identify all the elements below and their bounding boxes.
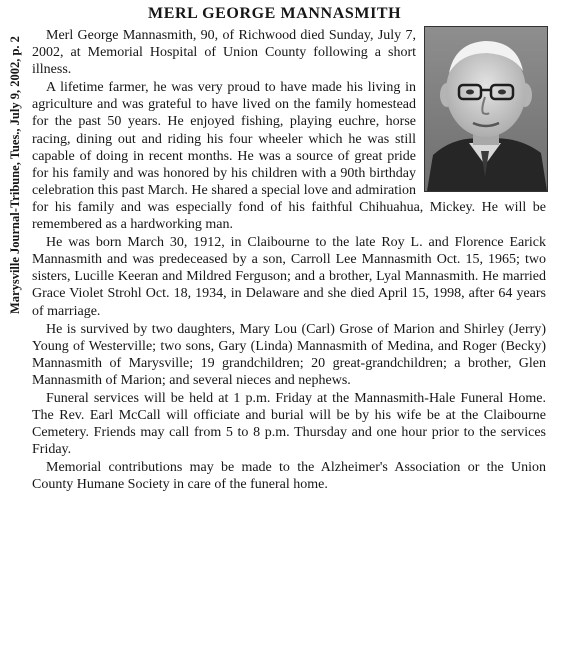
obituary-title: MERL GEORGE MANNASMITH	[148, 5, 402, 22]
obituary-paragraph: He is survived by two daughters, Mary Lou (Carl) Grose of Marion and Shirley (Jerry) Young of Westerville; two sons, Gary (Linda) Mannasmith of Medina, and Roger (Becky) Mannasmith of Marysville; 19 grandchildren; 20 great-grandchildren; a brother, Glen Mannasmith of Marion; and several nieces and nephews.	[32, 321, 546, 388]
obituary-paragraph: Merl George Mannasmith, 90, of Richwood died Sunday, July 7, 2002, at Memorial Hospital of Union County following a short illness.	[32, 28, 416, 78]
obituary-paragraph: Memorial contributions may be made to the Alzheimer's Association or the Union County Humane Society in care of the funeral home.	[32, 460, 546, 493]
newspaper-source-caption: Marysville Journal-Tribune, Tues., July 9, 2002, p. 2	[8, 36, 22, 314]
obituary-paragraph: He was born March 30, 1912, in Claibourne to the late Roy L. and Florence Earick Mannasmith and was predeceased by a son, Carroll Lee Mannasmith Oct. 15, 1965; two sisters, Lucille Keeran and Mildred Ferguson; and a brother, Lyal Mannasmith. He married Grace Violet Strohl Oct. 18, 1934, in Delaware and she died April 15, 1998, after 64 years of marriage.	[32, 235, 546, 319]
obituary-paragraph: A lifetime farmer, he was very proud to have made his living in agriculture and was grateful to have lived on the family homestead for the past 50 years. He enjoyed fishing, playing euchre, horse racing, dining out and riding his four wheeler which he was still capable of doing in recent months. He was a source of great pride for his family and was honored by his children with a 90th birthday celebration this past March. He shared a special love and admiration for his family and was especially fond of his faithful Chihuahua, Mickey. He will be remembered as a hardworking man.	[32, 80, 546, 233]
photo-wrap-spacer	[422, 27, 546, 189]
obituary-body	[32, 27, 546, 494]
obituary-paragraph: Funeral services will be held at 1 p.m. Friday at the Mannasmith-Hale Funeral Home. The Rev. Earl McCall will officiate and burial will be by his wife be at the Claibourne Cemetery. Friends may call from 5 to 8 p.m. Thursday and one hour prior to the services Friday.	[32, 390, 546, 458]
